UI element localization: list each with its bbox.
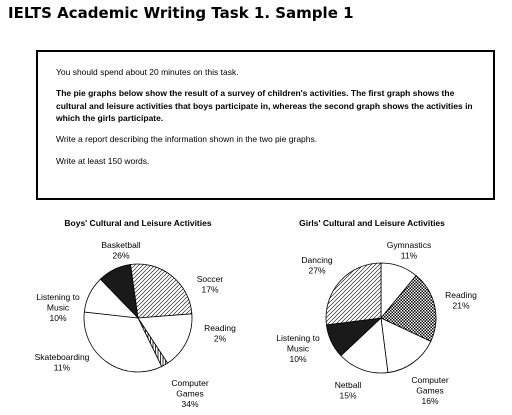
slice-label-skateboarding: Skateboarding 11% [34,352,90,373]
pie-slice-basketball [130,264,191,318]
slice-label-listening-to-music: Listening to Music 10% [36,292,80,323]
slice-label-dancing: Dancing 27% [301,255,333,276]
pie-charts [0,208,512,415]
slice-label-reading: Reading 2% [204,323,236,344]
task-report-instruction: Write a report describing the information shown in the two pie graphs. [56,134,318,145]
pie-chart-boys [35,218,237,409]
task-box [36,50,495,200]
slice-label-reading: Reading 21% [445,290,477,311]
task-word-count: Write at least 150 words. [56,155,150,166]
slice-label-gymnastics: Gymnastics 11% [386,240,432,261]
task-prompt: The pie graphs below show the result of a survey of children's activities. The first graph shows the cultural and leisure activities that boys participate in, whereas the second graph shows the activities in which the girls participate. [56,88,473,123]
chart-title: Boys' Cultural and Leisure Activities [64,218,212,228]
pie-slice-dancing [326,263,381,325]
slice-label-computer-games: Computer Games 16% [411,375,449,406]
slice-label-listening-to-music: Listening to Music 10% [276,333,320,364]
slice-label-computer-games: Computer Games 34% [171,378,209,409]
page-title: IELTS Academic Writing Task 1. Sample 1 [8,4,354,22]
slice-label-netball: Netball 15% [334,380,362,401]
task-instruction: You should spend about 20 minutes on this task. [56,67,239,77]
chart-title: Girls' Cultural and Leisure Activities [299,218,445,228]
pie-chart-girls [276,218,477,406]
slice-label-soccer: Soccer 17% [196,274,224,295]
slice-label-basketball: Basketball 26% [101,240,141,261]
